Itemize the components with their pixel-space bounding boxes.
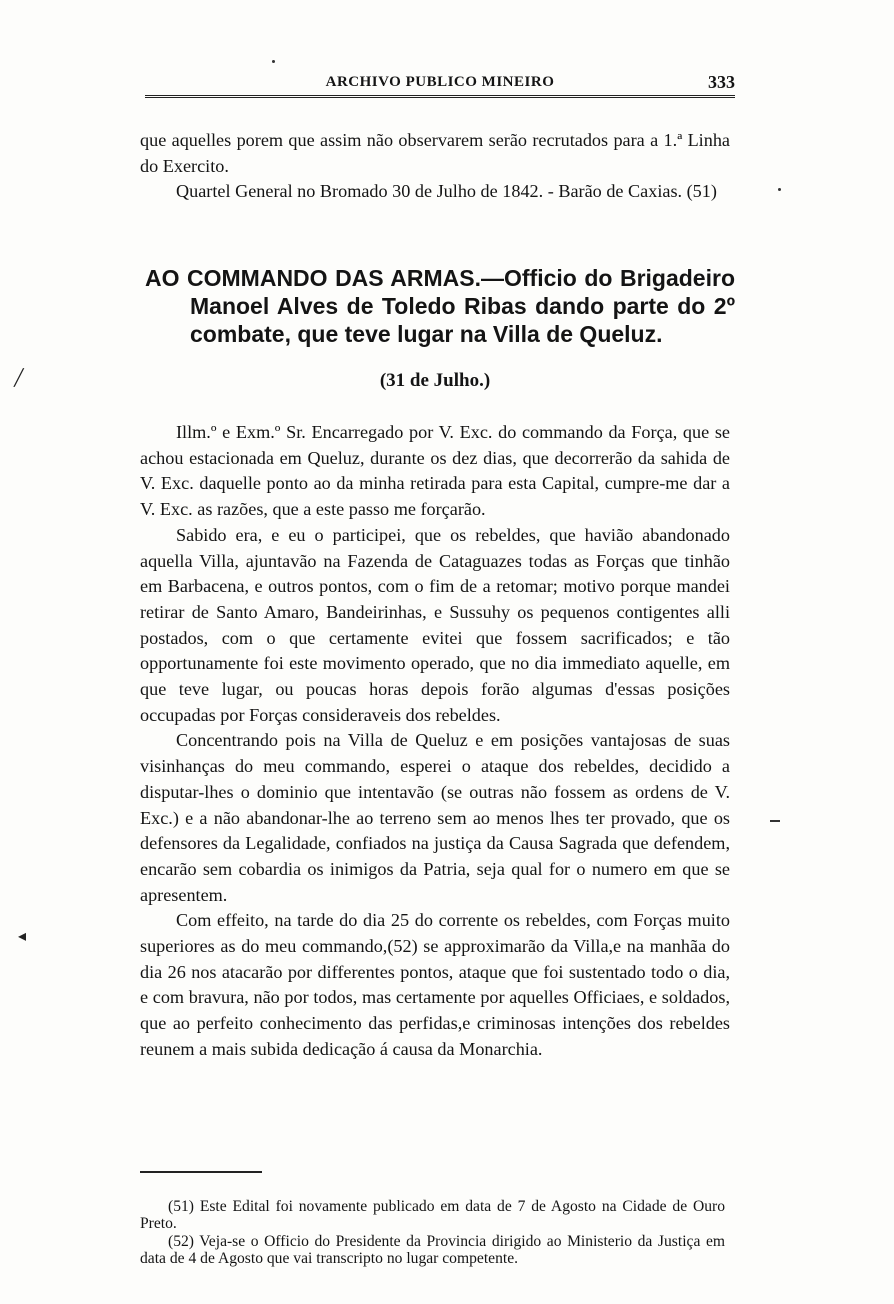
scan-speck <box>770 820 780 822</box>
intro-block <box>140 128 730 205</box>
footnotes <box>140 1198 725 1268</box>
page-number: 333 <box>708 72 735 92</box>
running-title: ARCHIVO PUBLICO MINEIRO <box>325 74 555 90</box>
section-heading: AO COMMANDO DAS ARMAS.—Officio do Brigadeiro Manoel Alves de Toledo Ribas dando parte do 2º combate, que teve lugar na Villa de Queluz. <box>145 265 735 347</box>
paragraph: Com effeito, na tarde do dia 25 do corrente os rebeldes, com Forças muito superiores as do meu commando,(52) se approximarão da Villa,e na manhãa do dia 26 nos atacarão por differentes pontos, ataque que foi sustentado todo o dia, e com bravura, não por todos, mas certamente por aquelles Officiaes, e soldados, que ao perfeito conhecimento das perfidas,e criminosas intenções dos rebeldes reunem a mais subida dedicação á causa da Monarchia. <box>140 910 730 1059</box>
paragraph: Illm.º e Exm.º Sr. Encarregado por V. Exc. do commando da Força, que se achou estacionada em Queluz, durante os dez dias, que decorrerão da sahida de V. Exc. daquelle ponto ao da minha retirada para esta Capital, cumpre-me dar a V. Exc. as razões, que a este passo me forçarão. <box>140 422 730 520</box>
margin-arrow-mark: ◂ <box>18 928 27 945</box>
section-date: (31 de Julho.) <box>379 370 491 391</box>
paragraph: Sabido era, e eu o participei, que os rebeldes, que havião abandonado aquella Villa, ajuntavão na Fazenda de Cataguazes todas as Forças que tinhão em Barbacena, e outros pontos, com o fim de a retomar; motivo porque mandei retirar de Santo Amaro, Bandeirinhas, e Sussuhy os pequenos contigentes alli postados, com o que certamente evitei que fossem sacrificados; e tão opportunamente foi este movimento operado, que no dia immediato aquelle, em que teve lugar, ou poucas horas depois forão algumas d'essas posições occupadas por Forças consideraveis dos rebeldes. <box>140 524 730 725</box>
footnote: (52) Veja-se o Officio do Presidente da Provincia dirigido ao Ministerio da Justiça em data de 4 de Agosto que vai transcripto no lugar competente. <box>140 1232 725 1268</box>
footnote-rule <box>140 1171 262 1173</box>
header-rule <box>145 95 735 98</box>
footnote: (51) Este Edital foi novamente publicado em data de 7 de Agosto na Cidade de Ouro Preto. <box>140 1198 725 1233</box>
intro-text: que aquelles porem que assim não observarem serão recrutados para a 1.ª Linha do Exercito. <box>140 130 730 176</box>
letter-body <box>140 420 730 1063</box>
running-head <box>145 70 735 96</box>
paragraph: Concentrando pois na Villa de Queluz e em posições vantajosas de suas visinhanças do meu commando, esperei o ataque dos rebeldes, decidido a disputar-lhes o dominio que intentavão (se outras não fossem as ordens de V. Exc.) e a não abandonar-lhe ao terreno sem ao menos lhes ter provado, que os defensores da Legalidade, confiados na justiça da Causa Sagrada que defendem, encarão sem cobardia os inimigos da Patria, seja qual for o numero em que se apresentem. <box>140 730 730 905</box>
scan-speck <box>272 60 275 63</box>
intro-signature: Quartel General no Bromado 30 de Julho de 1842. - Barão de Caxias. (51) <box>176 181 717 202</box>
scan-speck <box>778 188 781 191</box>
margin-tick-mark: ╱ <box>14 370 24 387</box>
